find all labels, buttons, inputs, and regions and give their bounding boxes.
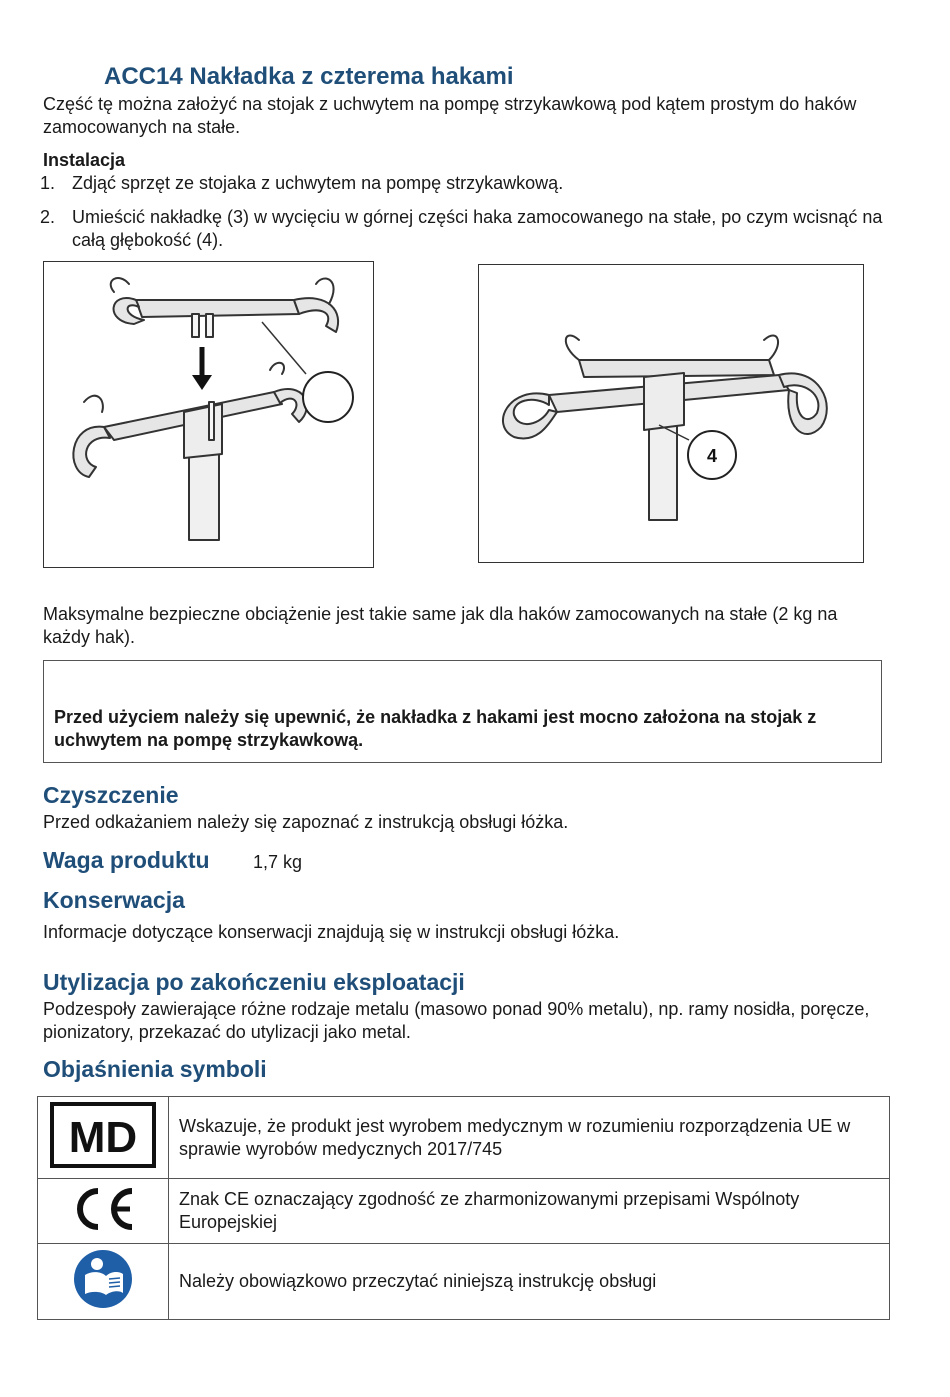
cleaning-heading: Czyszczenie	[43, 782, 179, 808]
maintenance-heading: Konserwacja	[43, 887, 185, 913]
ce-mark-icon	[68, 1186, 138, 1232]
intro-text: Część tę można założyć na stojak z uchwytem na pompę strzykawkową pod kątem prostym do haków zamocowanych na stałe.	[43, 94, 857, 137]
weight-heading: Waga produktu	[43, 847, 210, 873]
md-symbol-label: MD	[68, 1113, 138, 1162]
figure-adapter-mounted	[478, 264, 864, 563]
page-title: ACC14 Nakładka z czterema hakami	[104, 63, 514, 90]
disposal-text: Podzespoły zawierające różne rodzaje metalu (masowo ponad 90% metalu), np. ramy nosidła, poręcze, pionizatory, przekazać do utylizacji jako metal.	[43, 999, 870, 1042]
md-symbol-icon	[50, 1102, 156, 1168]
symbols-heading: Objaśnienia symboli	[43, 1056, 267, 1082]
step-text: Zdjąć sprzęt ze stojaka z uchwytem na pompę strzykawkową.	[72, 173, 564, 193]
cleaning-text: Przed odkażaniem należy się zapoznać z instrukcją obsługi łóżka.	[43, 812, 569, 832]
table-row	[38, 1244, 890, 1320]
callout-number: 4	[706, 446, 718, 466]
symbol-description: Wskazuje, że produkt jest wyrobem medycznym w rozumieniu rozporządzenia UE w sprawie wyrobów medycznych 2017/745	[169, 1097, 890, 1179]
symbol-description: Należy obowiązkowo przeczytać niniejszą instrukcję obsługi	[169, 1244, 890, 1320]
step-number: 1.	[40, 173, 56, 193]
figure-adapter-installation	[43, 261, 374, 568]
max-load-text: Maksymalne bezpieczne obciążenie jest takie same jak dla haków zamocowanych na stałe (2 kg na każdy hak).	[43, 604, 838, 647]
adapter-installation-illustration	[44, 262, 373, 567]
warning-box	[43, 660, 882, 763]
symbol-description: Znak CE oznaczający zgodność ze zharmonizowanymi przepisami Wspólnoty Europejskiej	[169, 1179, 890, 1244]
weight-value: 1,7 kg	[253, 852, 303, 872]
disposal-heading: Utylizacja po zakończeniu eksploatacji	[43, 969, 465, 995]
table-row	[38, 1097, 890, 1179]
read-manual-icon	[73, 1249, 133, 1309]
step-text: Umieścić nakładkę (3) w wycięciu w górnej części haka zamocowanego na stałe, po czym wcisnąć na całą głębokość (4).	[72, 207, 883, 250]
install-heading: Instalacja	[43, 150, 126, 170]
symbols-table	[37, 1096, 890, 1320]
maintenance-text: Informacje dotyczące konserwacji znajdują się w instrukcji obsługi łóżka.	[43, 922, 620, 942]
step-number: 2.	[40, 207, 56, 227]
adapter-mounted-illustration	[479, 265, 863, 562]
table-row	[38, 1179, 890, 1244]
warning-text: Przed użyciem należy się upewnić, że nakładka z hakami jest mocno założona na stojak z uchwytem na pompę strzykawkową.	[54, 707, 817, 750]
